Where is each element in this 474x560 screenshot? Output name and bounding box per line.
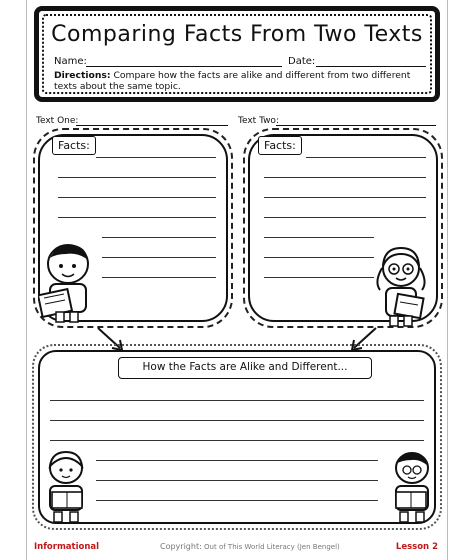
page-title: Comparing Facts From Two Texts [51,22,423,47]
name-field[interactable] [86,66,282,67]
writing-line[interactable] [50,400,424,401]
writing-line[interactable] [102,277,216,278]
footer-category: Informational [34,542,100,552]
writing-line[interactable] [306,157,426,158]
copyright-text: Out of This World Literacy (Jen Bengel) [204,543,340,551]
boy-reading-icon [38,238,102,324]
directions [54,70,426,92]
writing-line[interactable] [50,420,424,421]
writing-line[interactable] [96,157,216,158]
text-two-facts-tag: Facts: [258,136,302,155]
writing-line[interactable] [264,277,374,278]
comparison-banner: How the Facts are Alike and Different... [118,357,372,379]
girl-reading-icon [370,242,432,328]
text-one-label: Text One: [36,116,79,126]
footer-copyright [160,542,340,551]
text-two-label: Text Two: [238,116,279,126]
date-label: Date: [288,56,316,67]
directions-label: Directions: [54,70,111,81]
text-one-facts-tag: Facts: [52,136,96,155]
name-date-row [54,56,426,70]
text-two-field[interactable] [276,125,436,126]
writing-line[interactable] [96,460,378,461]
girl-reading-book-icon [42,448,94,526]
directions-text: Compare how the facts are alike and different from two different texts about the same topic. [54,70,411,92]
boy-reading-book-icon [386,448,438,526]
writing-line[interactable] [264,197,426,198]
text-one-field[interactable] [76,125,228,126]
writing-line[interactable] [264,257,374,258]
date-field[interactable] [316,66,426,67]
writing-line[interactable] [102,257,216,258]
writing-line[interactable] [264,217,426,218]
writing-line[interactable] [58,217,216,218]
writing-line[interactable] [264,177,426,178]
writing-line[interactable] [96,500,378,501]
writing-line[interactable] [102,237,216,238]
writing-line[interactable] [58,197,216,198]
copyright-label: Copyright: [160,542,202,551]
writing-line[interactable] [50,440,424,441]
name-label: Name: [54,56,87,67]
footer-lesson: Lesson 2 [395,542,438,552]
writing-line[interactable] [264,237,374,238]
writing-line[interactable] [58,177,216,178]
writing-line[interactable] [96,480,378,481]
